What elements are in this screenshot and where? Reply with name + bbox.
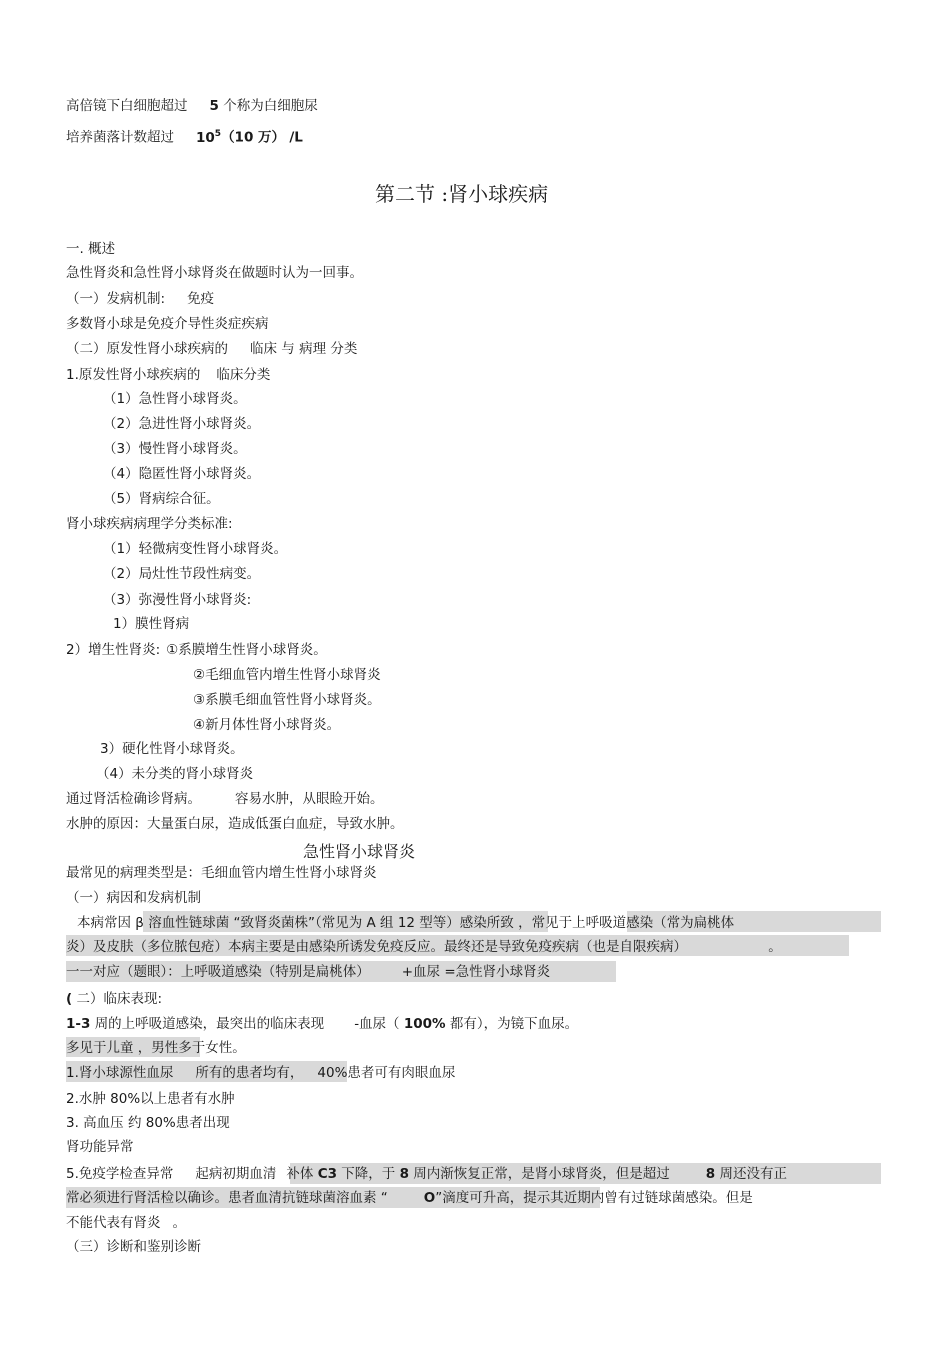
text-line: （2）局灶性节段性病变。: [103, 566, 261, 582]
text-line: （三）诊断和鉴别诊断: [66, 1239, 201, 1255]
text-span: 炎）及皮肤（多位脓包疮）本病主要是由感染所诱发免疫反应。最终还是导致免疫疾病（也是自限疾病）: [66, 939, 681, 955]
text-span: （10 万）: [221, 129, 286, 146]
text-line: 2.水肿 80%以上患者有水肿: [66, 1091, 235, 1107]
text-line: [66, 1064, 455, 1082]
text-span: 周的上呼吸道感染，最突出的临床表现: [94, 1016, 325, 1032]
text-span: 1.原发性肾小球疾病的: [66, 367, 201, 383]
text-span: 高倍镜下白细胞超过: [66, 98, 188, 114]
text-line: （3）慢性肾小球肾炎。: [103, 441, 247, 457]
text-line: [66, 963, 550, 981]
text-span: 1.肾小球源性血尿: [66, 1065, 174, 1081]
text-span: 。: [768, 939, 782, 955]
text-span: 临床分类: [216, 367, 271, 383]
text-line: ③系膜毛细血管性肾小球肾炎。: [193, 692, 381, 708]
text-span: 补体: [286, 1166, 314, 1182]
text-span: 2）增生性肾炎:: [66, 642, 161, 658]
text-line: （4）未分类的肾小球肾炎: [96, 766, 254, 782]
text-line: [66, 1214, 186, 1232]
text-line: 3）硬化性肾小球肾炎。: [100, 741, 244, 757]
text-span: 周还没有正: [719, 1166, 787, 1182]
text-line: [66, 1165, 787, 1183]
text-line: （一）病因和发病机制: [66, 890, 201, 906]
text-line: 3. 高血压 约 80%患者出现: [66, 1115, 230, 1131]
text-line: [66, 641, 327, 659]
text-span: O: [423, 1190, 436, 1206]
text-span: 临床 与 病理 分类: [250, 341, 358, 357]
text-span: -血尿（: [354, 1016, 400, 1032]
text-span: 8: [705, 1166, 716, 1182]
text-span: 不能代表有肾炎: [66, 1215, 161, 1231]
text-span: （一）发病机制:: [66, 291, 166, 307]
text-span: 10: [196, 129, 215, 146]
text-line: （2）急进性肾小球肾炎。: [103, 416, 261, 432]
text-line: （1）轻微病变性肾小球肾炎。: [103, 541, 288, 557]
subsection-title: 急性肾小球肾炎: [303, 842, 416, 861]
text-span: 下降，于: [341, 1166, 396, 1182]
text-line: [66, 340, 357, 358]
text-line: [66, 125, 303, 147]
text-line: 多见于儿童 ，男性多于女性。: [66, 1040, 246, 1056]
text-line: 肾功能异常: [66, 1139, 134, 1155]
text-line: （1）急性肾小球肾炎。: [103, 391, 247, 407]
text-span: ①系膜增生性肾小球肾炎。: [166, 642, 327, 658]
text-span: 都有），为镜下血尿。: [449, 1016, 579, 1032]
text-span: 40%患者可有肉眼血尿: [317, 1065, 456, 1081]
text-span: （二）原发性肾小球疾病的: [66, 341, 228, 357]
text-line: 急性肾炎和急性肾小球肾炎在做题时认为一回事。: [66, 265, 363, 281]
text-line: （4）隐匿性肾小球肾炎。: [103, 466, 261, 482]
text-line: [66, 990, 162, 1008]
text-line: 本病常因 β 溶血性链球菌 “致肾炎菌株”（常见为 A 组 12 型等）感染所致 ，常见于上呼吸道感染（常为扁桃体: [77, 915, 735, 931]
text-span: 所有的患者均有，: [195, 1065, 304, 1081]
text-span: C3: [317, 1166, 337, 1182]
text-span: 免疫: [187, 291, 215, 307]
text-line: ②毛细血管内增生性肾小球肾炎: [193, 667, 381, 683]
text-line: 多数肾小球是免疫介导性炎症疾病: [66, 316, 269, 332]
section-title: 第二节 :肾小球疾病: [375, 182, 549, 206]
text-line: [66, 790, 384, 808]
text-line: [66, 366, 270, 384]
text-span: 二）临床表现:: [76, 991, 163, 1007]
text-line: ④新月体性肾小球肾炎。: [193, 717, 341, 733]
text-line: [66, 938, 782, 956]
text-span: 周内渐恢复正常，是肾小球肾炎，但是超过: [413, 1166, 670, 1182]
text-line: [66, 1015, 578, 1033]
text-line: [66, 1189, 753, 1207]
text-span: 个称为白细胞尿: [223, 98, 318, 114]
text-span: 5.免疫学检查异常: [66, 1166, 174, 1182]
text-span: 100%: [403, 1016, 446, 1032]
text-span: 一一对应（题眼）：上呼吸道感染（特别是扁桃体）: [66, 964, 370, 980]
text-span: 。: [172, 1215, 186, 1231]
text-span: 容易水肿，从眼睑开始。: [235, 791, 384, 807]
text-span: +血尿 =急性肾小球肾炎: [401, 964, 551, 980]
text-span: 8: [399, 1166, 409, 1182]
text-line: 最常见的病理类型是：毛细血管内增生性肾小球肾炎: [66, 865, 377, 881]
text-line: [66, 97, 318, 115]
text-line: （3）弥漫性肾小球肾炎:: [103, 592, 252, 608]
text-span: 5: [209, 98, 219, 114]
superscript: 5: [214, 129, 222, 139]
text-span: 通过肾活检确诊肾病。: [66, 791, 201, 807]
text-span: 常必须进行肾活检以确诊。患者血清抗链球菌溶血素 “: [66, 1190, 388, 1206]
text-line: 水肿的原因：大量蛋白尿，造成低蛋白血症，导致水肿。: [66, 816, 404, 832]
text-line: 1）膜性肾病: [113, 616, 190, 632]
text-line: 一. 概述: [66, 241, 116, 257]
text-line: （5）肾病综合征。: [103, 491, 220, 507]
text-span: /L: [289, 129, 303, 146]
text-line: [66, 290, 214, 308]
text-line: 肾小球疾病病理学分类标准:: [66, 516, 233, 532]
text-span: 培养菌落计数超过: [66, 129, 174, 146]
text-span: ”滴度可升高，提示其近期内曾有过链球菌感染。但是: [435, 1190, 753, 1206]
text-span: 起病初期血清: [195, 1166, 277, 1182]
text-span: (: [66, 991, 73, 1007]
text-span: 1-3: [66, 1016, 91, 1032]
